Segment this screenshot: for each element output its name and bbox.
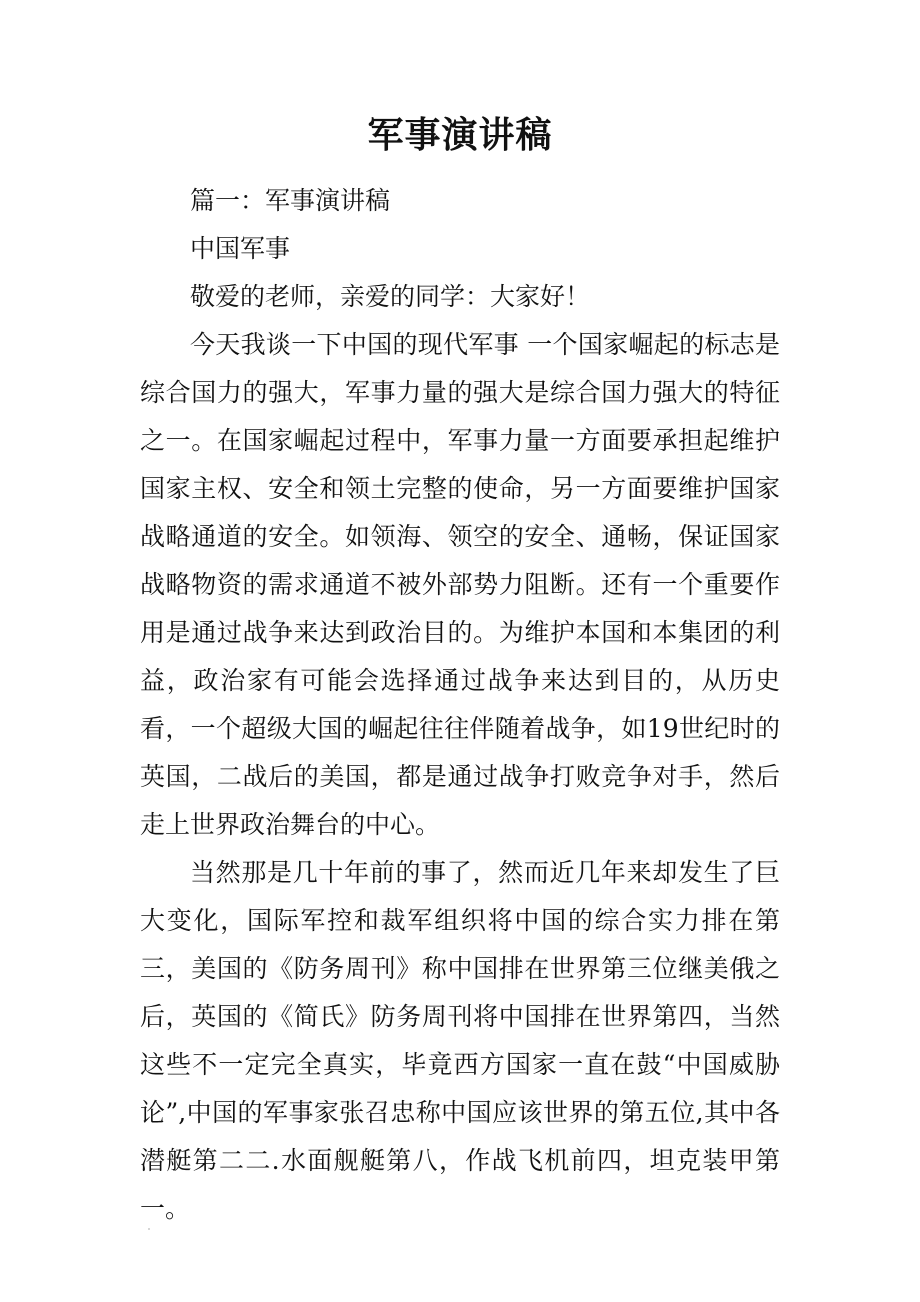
greeting-paragraph: 敬爱的老师，亲爱的同学：大家好！ [190, 282, 591, 311]
section-heading: 篇一：军事演讲稿 [190, 186, 391, 215]
document-body [140, 177, 780, 1233]
document-title: 军事演讲稿 [367, 115, 553, 156]
scan-speck [148, 1228, 150, 1230]
body-paragraph: 当然那是几十年前的事了，然而近几年来却发生了巨大变化，国际军控和裁军组织将中国的综合实力排在第三，美国的《防务周刊》称中国排在世界第三位继美俄之后，英国的《简氏》防务周刊将中国排在世界第四，当然这些不一定完全真实，毕竟西方国家一直在鼓“中国威胁论”,中国的军事家张召忠称中国应该世界的第五位,其中各潜艇第二二.水面舰艇第八，作战飞机前四，坦克装甲第一。 [140, 858, 780, 1223]
speech-topic: 中国军事 [190, 234, 291, 263]
body-paragraph: 今天我谈一下中国的现代军事 一个国家崛起的标志是综合国力的强大，军事力量的强大是综合国力强大的特征之一。在国家崛起过程中，军事力量一方面要承担起维护国家主权、安全和领土完整的使命，另一方面要维护国家战略通道的安全。如领海、领空的安全、通畅，保证国家战略物资的需求通道不被外部势力阻断。还有一个重要作用是通过战争来达到政治目的。为维护本国和本集团的利益，政治家有可能会选择通过战争来达到目的，从历史看，一个超级大国的崛起往往伴随着战争，如19世纪时的英国，二战后的美国，都是通过战争打败竞争对手，然后走上世界政治舞台的中心。 [140, 330, 780, 839]
